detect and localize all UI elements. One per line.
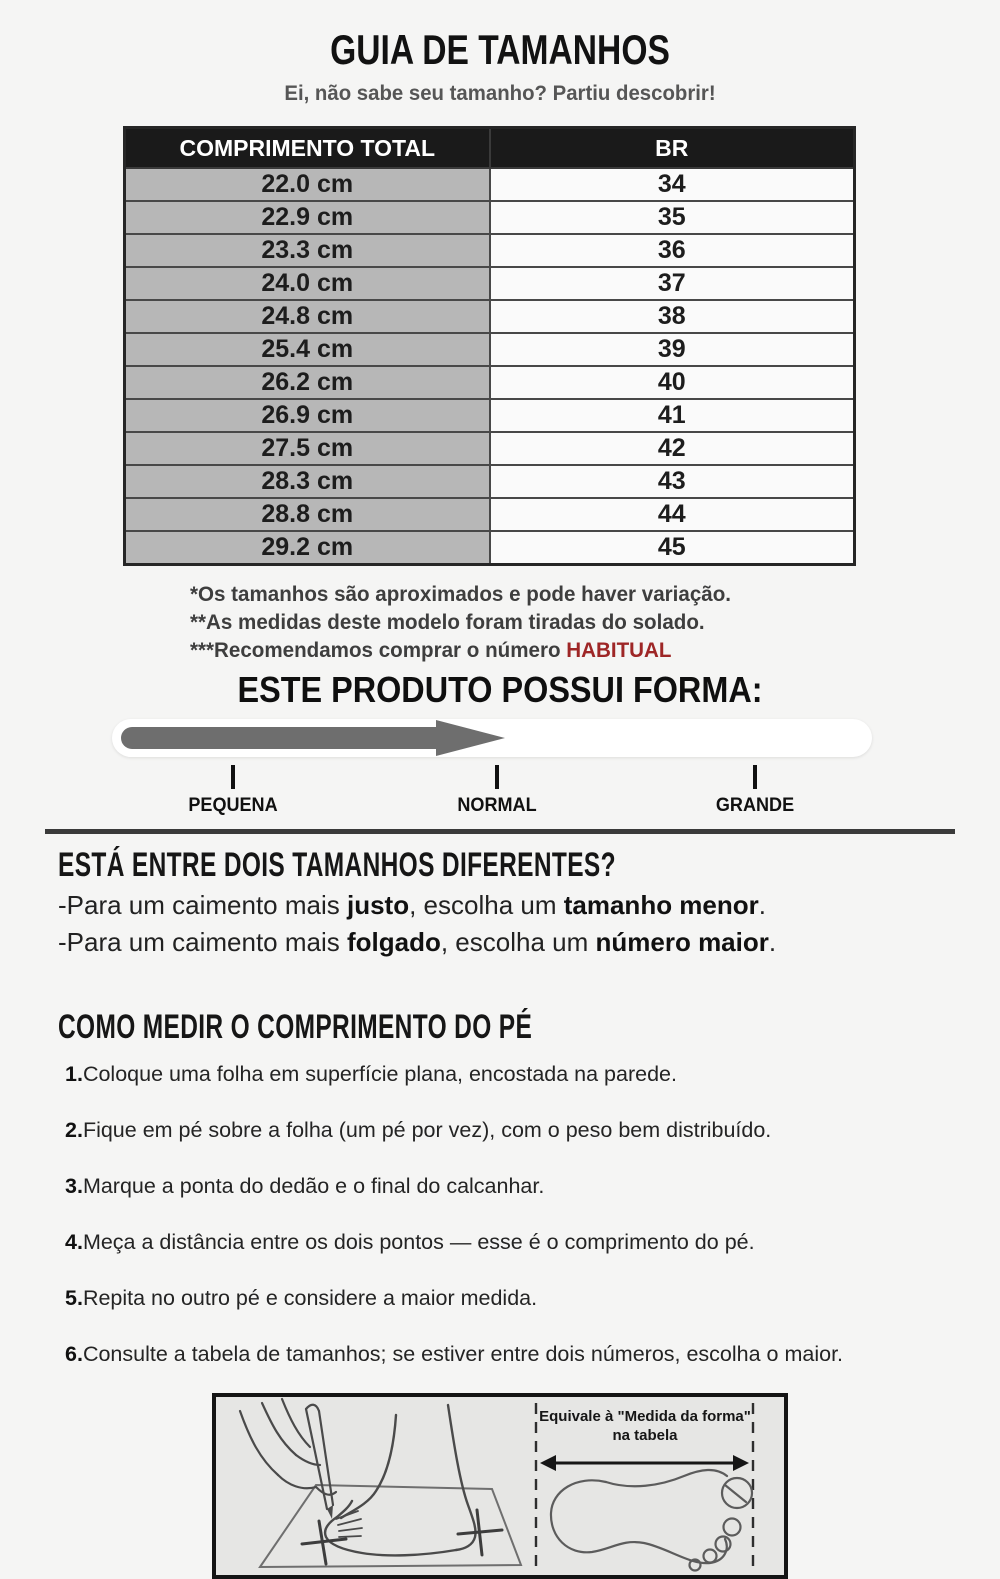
length-cell: 22.9 cm xyxy=(125,201,490,234)
measure-step xyxy=(58,1285,1000,1311)
between-sizes-heading: ESTÁ ENTRE DOIS TAMANHOS DIFERENTES? xyxy=(58,846,616,884)
br-size-cell: 39 xyxy=(490,333,855,366)
how-to-measure-section xyxy=(58,1007,1000,1367)
length-cell: 28.8 cm xyxy=(125,498,490,531)
forma-scale xyxy=(112,719,872,819)
length-cell: 23.3 cm xyxy=(125,234,490,267)
between-sizes-line: -Para um caimento mais justo, escolha um tamanho menor. xyxy=(58,890,766,920)
table-row xyxy=(125,300,855,333)
page-subtitle: Ei, não sabe seu tamanho? Partiu descobrir! xyxy=(284,82,716,105)
illustration-caption xyxy=(534,1407,756,1445)
table-row xyxy=(125,201,855,234)
measure-step xyxy=(58,1117,1000,1143)
measure-step xyxy=(58,1173,1000,1199)
illustration-caption-line2: na tabela xyxy=(612,1427,678,1444)
measuring-illustration xyxy=(212,1393,788,1579)
length-cell: 26.9 cm xyxy=(125,399,490,432)
forma-heading: ESTE PRODUTO POSSUI FORMA: xyxy=(237,669,763,710)
step-number: 6. xyxy=(65,1342,83,1366)
table-row xyxy=(125,531,855,565)
br-size-cell: 40 xyxy=(490,366,855,399)
step-number: 5. xyxy=(65,1286,83,1310)
length-cell: 24.0 cm xyxy=(125,267,490,300)
table-header-row xyxy=(125,128,855,169)
scale-label: PEQUENA xyxy=(188,795,278,816)
step-text: Fique em pé sobre a folha (um pé por vez), com o peso bem distribuído. xyxy=(82,1118,772,1142)
br-size-cell: 42 xyxy=(490,432,855,465)
step-number: 2. xyxy=(65,1118,83,1142)
notes xyxy=(190,581,1000,665)
scale-label: GRANDE xyxy=(715,795,795,816)
length-cell: 25.4 cm xyxy=(125,333,490,366)
footprint-drawing xyxy=(551,1470,752,1571)
scale-tick xyxy=(231,765,235,789)
br-size-cell: 37 xyxy=(490,267,855,300)
scale-tick xyxy=(753,765,757,789)
note-line: **As medidas deste modelo foram tiradas do solado. xyxy=(190,611,705,634)
length-cell: 28.3 cm xyxy=(125,465,490,498)
foot-side-view xyxy=(325,1405,475,1555)
step-text: Marque a ponta do dedão e o final do calcanhar. xyxy=(82,1174,545,1198)
table-row xyxy=(125,465,855,498)
header-cell-br: BR xyxy=(490,128,855,169)
br-size-cell: 45 xyxy=(490,531,855,565)
page-title: GUIA DE TAMANHOS xyxy=(330,26,670,73)
step-text: Meça a distância entre os dois pontos — esse é o comprimento do pé. xyxy=(82,1230,755,1254)
br-size-cell: 43 xyxy=(490,465,855,498)
measure-arrow-icon xyxy=(540,1455,749,1471)
forma-arrow-icon xyxy=(112,719,872,757)
step-text: Coloque uma folha em superfície plana, encostada na parede. xyxy=(82,1062,677,1086)
length-cell: 27.5 cm xyxy=(125,432,490,465)
table-row xyxy=(125,234,855,267)
scale-tick xyxy=(495,765,499,789)
length-cell: 22.0 cm xyxy=(125,168,490,201)
illustration-caption-line1: Equivale à "Medida da forma" xyxy=(539,1408,751,1425)
table-row xyxy=(125,366,855,399)
how-to-measure-heading: COMO MEDIR O COMPRIMENTO DO PÉ xyxy=(58,1008,533,1046)
br-size-cell: 44 xyxy=(490,498,855,531)
between-sizes-line: -Para um caimento mais folgado, escolha um número maior. xyxy=(58,927,777,957)
header-cell-length: COMPRIMENTO TOTAL xyxy=(125,128,490,169)
table-row xyxy=(125,267,855,300)
length-cell: 29.2 cm xyxy=(125,531,490,565)
step-text: Consulte a tabela de tamanhos; se estiver entre dois números, escolha o maior. xyxy=(82,1342,844,1366)
measure-step xyxy=(58,1229,1000,1255)
br-size-cell: 41 xyxy=(490,399,855,432)
br-size-cell: 35 xyxy=(490,201,855,234)
note-line: ***Recomendamos comprar o número HABITUAL xyxy=(190,639,672,662)
table-row xyxy=(125,399,855,432)
length-cell: 24.8 cm xyxy=(125,300,490,333)
scale-label: NORMAL xyxy=(457,795,537,816)
br-size-cell: 38 xyxy=(490,300,855,333)
note-highlight: HABITUAL xyxy=(566,639,672,662)
length-cell: 26.2 cm xyxy=(125,366,490,399)
step-number: 3. xyxy=(65,1174,83,1198)
hand-with-pen xyxy=(240,1399,336,1519)
measure-step xyxy=(58,1061,1000,1087)
br-size-cell: 36 xyxy=(490,234,855,267)
br-size-cell: 34 xyxy=(490,168,855,201)
size-guide-page xyxy=(0,26,1000,1569)
note-line: *Os tamanhos são aproximados e pode haver variação. xyxy=(190,583,732,606)
size-table xyxy=(123,126,856,566)
step-number: 4. xyxy=(65,1230,83,1254)
step-number: 1. xyxy=(65,1062,83,1086)
table-row xyxy=(125,168,855,201)
measure-step xyxy=(58,1341,1000,1367)
table-row xyxy=(125,498,855,531)
between-sizes-section xyxy=(58,845,1000,961)
table-row xyxy=(125,333,855,366)
section-divider xyxy=(45,829,955,834)
table-row xyxy=(125,432,855,465)
step-text: Repita no outro pé e considere a maior medida. xyxy=(82,1286,538,1310)
